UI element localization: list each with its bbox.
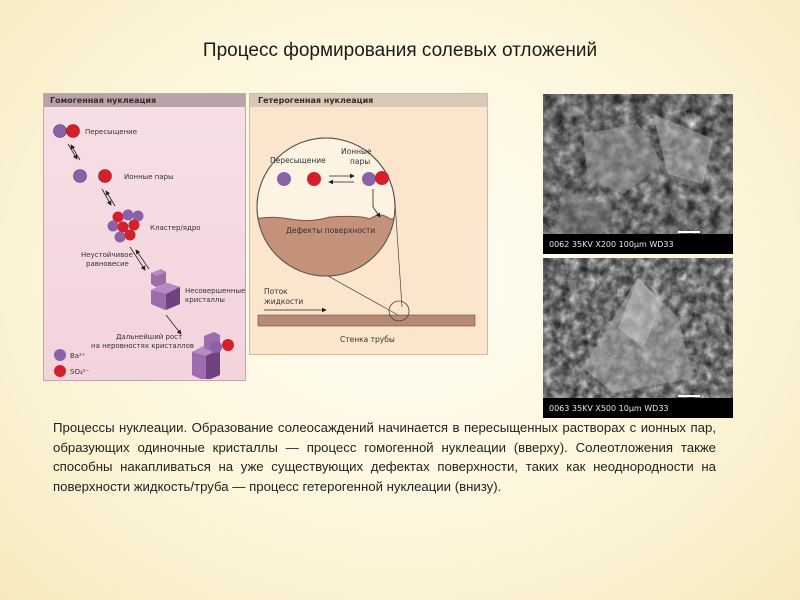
- label-ion-pairs-1: Ионные: [341, 147, 372, 156]
- homogeneous-header: Гомогенная нуклеация: [44, 94, 245, 107]
- heterogeneous-nucleation-panel: [249, 93, 488, 355]
- cluster-nucleus: [108, 210, 144, 243]
- pipe-wall: [258, 315, 475, 326]
- so4-ion: [99, 170, 112, 183]
- so4-ion: [375, 171, 389, 185]
- grown-crystal: [192, 332, 234, 379]
- ba-ion: [54, 125, 67, 138]
- homogeneous-diagram: [44, 107, 245, 379]
- label-supersaturation: Пересыщение: [85, 128, 138, 136]
- sem-photo-bottom: [543, 258, 733, 418]
- ba-ion: [277, 172, 291, 186]
- label-surface-defects: Дефекты поверхности: [286, 226, 376, 235]
- sem-top-label: 0062 35KV X200 100µm WD33: [549, 240, 674, 249]
- label-imperfect-2: кристаллы: [185, 296, 225, 304]
- label-growth-1: Дальнейший рост: [116, 333, 183, 341]
- label-ion-pairs: Ионные пары: [124, 173, 174, 181]
- label-supersaturation: Пересыщение: [270, 156, 326, 165]
- slide-caption: Процессы нуклеации. Образование солеосаждений начинается в пересыщенных растворах с ионных пар, образующих одиночные кристаллы — процесс гомогенной нуклеации (вверху). Солеотложения также способны накапливаться на уже существующих дефектах поверхности, таких как неоднородности на поверхности жидкость/труба — процесс гетерогенной нуклеации (внизу).: [53, 420, 716, 494]
- legend-ba-label: Ba²⁺: [70, 352, 86, 360]
- homogeneous-nucleation-panel: [43, 93, 246, 381]
- label-cluster: Кластер/ядро: [150, 224, 201, 232]
- slide-title: Процесс формирования солевых отложений: [202, 40, 598, 61]
- label-imperfect-1: Несовершенные: [185, 287, 245, 295]
- legend-ba-swatch: [54, 349, 66, 361]
- label-unstable-2: равновесие: [86, 260, 129, 268]
- ba-ion: [362, 172, 376, 186]
- so4-ion: [67, 125, 80, 138]
- heterogeneous-diagram: [250, 107, 487, 353]
- label-ion-pairs-2: пары: [350, 157, 371, 166]
- label-growth-2: на неровностях кристаллов: [91, 342, 194, 350]
- label-flow-2: жидкости: [264, 297, 304, 306]
- heterogeneous-header: Гетерогенная нуклеация: [250, 94, 487, 107]
- legend-so4-label: SO₄²⁻: [70, 368, 90, 376]
- label-flow-1: Поток: [264, 287, 288, 296]
- legend-so4-swatch: [54, 365, 66, 377]
- label-pipe-wall: Стенка трубы: [340, 335, 395, 344]
- label-unstable-1: Неустойчивое: [81, 251, 133, 259]
- imperfect-crystal: [151, 269, 180, 310]
- sem-bottom-label: 0063 35KV X500 10µm WD33: [549, 404, 669, 413]
- so4-ion: [307, 172, 321, 186]
- ba-ion: [74, 170, 87, 183]
- sem-photo-top: [543, 94, 733, 254]
